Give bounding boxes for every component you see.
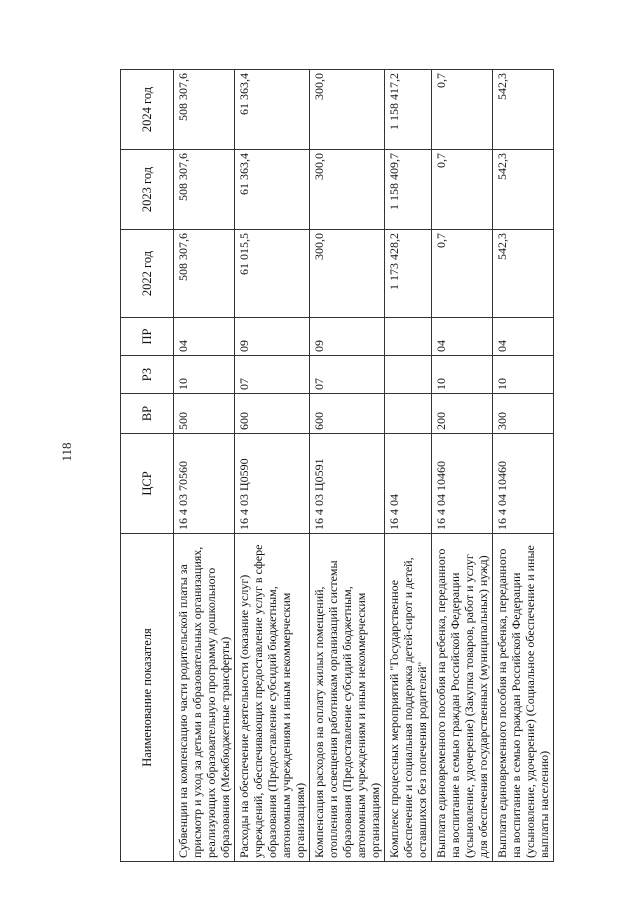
row-2022: 508 307,6 xyxy=(174,230,235,318)
rotated-page-content xyxy=(120,70,554,862)
header-rz: РЗ xyxy=(121,356,174,394)
budget-table xyxy=(120,69,554,862)
header-csr: ЦСР xyxy=(121,434,174,534)
row-vr: 600 xyxy=(235,394,310,434)
row-vr: 200 xyxy=(432,394,493,434)
row-pr: 09 xyxy=(235,318,310,356)
row-csr: 16 4 03 70560 xyxy=(174,434,235,534)
header-2023: 2023 год xyxy=(121,150,174,230)
row-rz: 07 xyxy=(235,356,310,394)
row-csr: 16 4 04 xyxy=(385,434,432,534)
row-pr: 04 xyxy=(493,318,554,356)
table-row xyxy=(432,70,493,862)
row-2023: 61 363,4 xyxy=(235,150,310,230)
row-2022: 542,3 xyxy=(493,230,554,318)
row-vr xyxy=(385,394,432,434)
row-csr: 16 4 03 Ц0590 xyxy=(235,434,310,534)
row-2024: 0,7 xyxy=(432,70,493,150)
header-2022: 2022 год xyxy=(121,230,174,318)
row-2022: 300,0 xyxy=(310,230,385,318)
row-name: Выплата единовременного пособия на ребенка, переданного на воспитание в семью граждан Российской Федерации (усыновление, удочерение) (Социальное обеспечение и иные выплаты населению) xyxy=(493,534,554,862)
row-2023: 1 158 409,7 xyxy=(385,150,432,230)
row-2024: 508 307,6 xyxy=(174,70,235,150)
row-vr: 300 xyxy=(493,394,554,434)
row-csr: 16 4 04 10460 xyxy=(432,434,493,534)
row-2024: 1 158 417,2 xyxy=(385,70,432,150)
row-csr: 16 4 03 Ц0591 xyxy=(310,434,385,534)
table-row xyxy=(235,70,310,862)
row-name: Компенсация расходов на оплату жилых помещений, отопления и освещения работникам организаций системы образования (Предоставление субсидий бюджетным, автономным учреждениям и иным некоммерческим организациям) xyxy=(310,534,385,862)
table-row xyxy=(310,70,385,862)
row-csr: 16 4 04 10460 xyxy=(493,434,554,534)
row-pr xyxy=(385,318,432,356)
row-2023: 300,0 xyxy=(310,150,385,230)
row-pr: 04 xyxy=(432,318,493,356)
row-2024: 300,0 xyxy=(310,70,385,150)
row-2023: 0,7 xyxy=(432,150,493,230)
row-name: Субвенции на компенсацию части родительской платы за присмотр и уход за детьми в образовательных организациях, реализующих образовательную программу дошкольного образования (Межбюджетные трансферты) xyxy=(174,534,235,862)
row-name: Расходы на обеспечение деятельности (оказание услуг) учреждений, обеспечивающих предоставление услуг в сфере образования (Предоставление субсидий бюджетным, автономным учреждениям и иным некоммерческим организациям) xyxy=(235,534,310,862)
row-rz: 10 xyxy=(493,356,554,394)
row-rz xyxy=(385,356,432,394)
header-name: Наименование показателя xyxy=(121,534,174,862)
row-2024: 61 363,4 xyxy=(235,70,310,150)
table-row xyxy=(493,70,554,862)
row-pr: 04 xyxy=(174,318,235,356)
row-pr: 09 xyxy=(310,318,385,356)
row-vr: 600 xyxy=(310,394,385,434)
table-header-row xyxy=(121,70,174,862)
row-2024: 542,3 xyxy=(493,70,554,150)
header-pr: ПР xyxy=(121,318,174,356)
row-rz: 10 xyxy=(174,356,235,394)
row-name: Выплата единовременного пособия на ребенка, переданного на воспитание в семью граждан Российской Федерации (усыновление, удочерение) (Закупка товаров, работ и услуг для обеспечения государственных (муниципальных) нужд) xyxy=(432,534,493,862)
row-vr: 500 xyxy=(174,394,235,434)
row-rz: 07 xyxy=(310,356,385,394)
page-number: 118 xyxy=(59,442,74,462)
header-vr: ВР xyxy=(121,394,174,434)
row-name: Комплекс процессных мероприятий "Государственное обеспечение и социальная поддержка детей-сирот и детей, оставшихся без попечения родителей" xyxy=(385,534,432,862)
table-row xyxy=(385,70,432,862)
header-2024: 2024 год xyxy=(121,70,174,150)
row-2023: 508 307,6 xyxy=(174,150,235,230)
row-2023: 542,3 xyxy=(493,150,554,230)
row-2022: 0,7 xyxy=(432,230,493,318)
table-row xyxy=(174,70,235,862)
row-2022: 1 173 428,2 xyxy=(385,230,432,318)
row-2022: 61 015,5 xyxy=(235,230,310,318)
row-rz: 10 xyxy=(432,356,493,394)
